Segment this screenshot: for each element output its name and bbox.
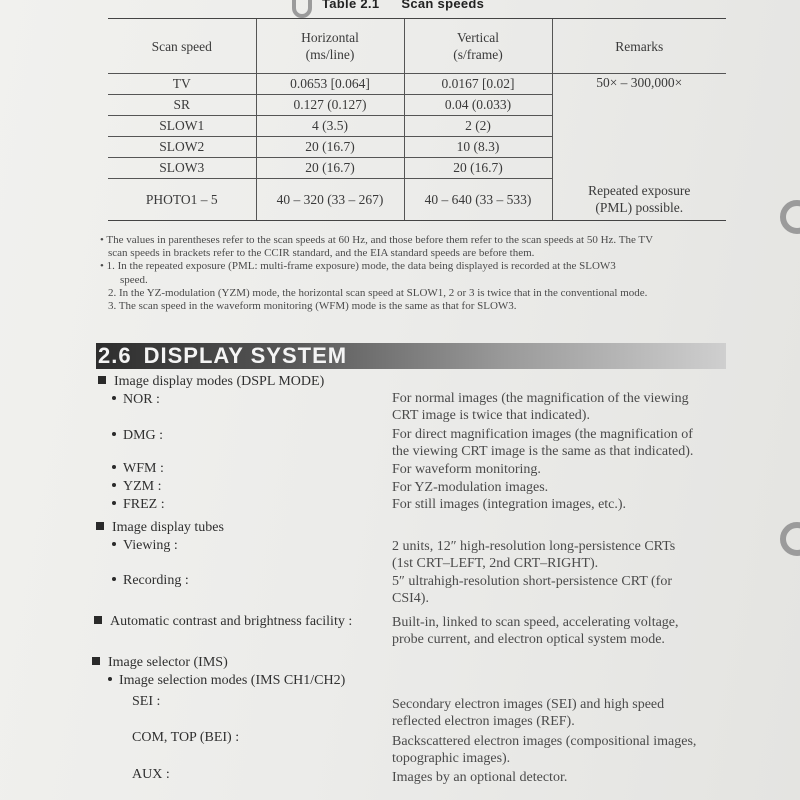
table-row: SLOW1 4 (3.5) 2 (2): [108, 116, 726, 137]
scan-speeds-table: [108, 18, 726, 221]
mode-nor-desc: For normal images (the magnification of the viewing CRT image is twice that indicated).: [392, 391, 689, 423]
mode-wfm-label: WFM :: [112, 461, 164, 477]
tube-viewing-desc: 2 units, 12″ high-resolution long-persistence CRTs (1st CRT–LEFT, 2nd CRT–RIGHT).: [392, 539, 676, 571]
note-line: speed.: [120, 273, 148, 286]
selector-sei-label: SEI :: [132, 694, 161, 709]
bullet-icon: [112, 542, 116, 546]
header-scan-speed: Scan speed: [108, 19, 256, 74]
table-row: SLOW2 20 (16.7) 10 (8.3): [108, 137, 726, 158]
paper-clip-icon: [292, 0, 312, 18]
binder-ring-icon: [780, 522, 800, 556]
table-row: PHOTO1 – 5 40 – 320 (33 – 267) 40 – 640 (33 – 533) Repeated exposure (PML) possible.: [108, 179, 726, 221]
square-bullet-icon: [94, 616, 102, 624]
bullet-icon: [112, 432, 116, 436]
magnification-remark: 50× – 300,000×: [552, 74, 726, 179]
selector-com-top-label: COM, TOP (BEI) :: [132, 730, 240, 745]
mode-nor-label: NOR :: [112, 392, 160, 408]
header-horizontal: Horizontal (ms/line): [256, 19, 404, 74]
binder-ring-icon: [780, 200, 800, 234]
selector-aux-label: AUX :: [132, 767, 170, 782]
table-caption: [322, 0, 506, 11]
selector-aux-desc: Images by an optional detector.: [392, 770, 568, 785]
table-row: TV 0.0653 [0.064] 0.0167 [0.02] 50× – 300,000×: [108, 74, 726, 95]
note-line: • The values in parentheses refer to the scan speeds at 60 Hz, and those before them refer to the scan speeds at 50 Hz. The TV: [100, 234, 654, 246]
display-tubes-heading: Image display tubes: [96, 520, 224, 536]
table-notes: [100, 234, 730, 313]
bullet-icon: [112, 577, 116, 581]
mode-yzm-label: YZM :: [112, 479, 162, 495]
mode-dmg-desc: For direct magnification images (the magnification of the viewing CRT image is the same as that indicated).: [392, 427, 694, 459]
section-number: 2.6: [98, 343, 132, 368]
bullet-icon: [112, 483, 116, 487]
mode-frez-label: FREZ :: [112, 497, 165, 513]
header-remarks: Remarks: [552, 19, 726, 74]
note-line: 2. In the YZ-modulation (YZM) mode, the horizontal scan speed at SLOW1, 2 or 3 is twice that in the conventional mode.: [108, 286, 648, 299]
mode-dmg-label: DMG :: [112, 428, 163, 444]
bullet-icon: [112, 396, 116, 400]
selector-com-top-desc: Backscattered electron images (compositional images, topographic images).: [392, 734, 697, 766]
contrast-heading: Automatic contrast and brightness facility :: [94, 614, 352, 630]
contrast-desc: Built-in, linked to scan speed, accelerating voltage, probe current, and electron optical system mode.: [392, 615, 679, 647]
mode-yzm-desc: For YZ-modulation images.: [392, 480, 549, 495]
display-modes-heading: Image display modes (DSPL MODE): [98, 374, 324, 390]
repeated-exposure-remark: Repeated exposure (PML) possible.: [552, 179, 726, 221]
bullet-icon: [112, 501, 116, 505]
square-bullet-icon: [96, 522, 104, 530]
selection-modes-heading: Image selection modes (IMS CH1/CH2): [108, 673, 345, 689]
table-row: SLOW3 20 (16.7) 20 (16.7): [108, 158, 726, 179]
bullet-icon: [112, 465, 116, 469]
section-title: DISPLAY SYSTEM: [143, 343, 348, 368]
section-heading: [96, 343, 726, 369]
note-line: 3. The scan speed in the waveform monitoring (WFM) mode is the same as that for SLOW3.: [108, 300, 517, 313]
mode-wfm-desc: For waveform monitoring.: [392, 462, 541, 477]
mode-frez-desc: For still images (integration images, etc.).: [392, 497, 627, 512]
note-line: scan speeds in brackets refer to the CCIR standard, and the EIA standard speeds are before them.: [108, 247, 535, 260]
header-vertical: Vertical (s/frame): [404, 19, 552, 74]
table-title: Scan speeds: [401, 0, 485, 11]
selector-sei-desc: Secondary electron images (SEI) and high speed reflected electron images (REF).: [392, 697, 665, 729]
table-row: SR 0.127 (0.127) 0.04 (0.033): [108, 95, 726, 116]
note-line: • 1. In the repeated exposure (PML: multi-frame exposure) mode, the data being displayed is recorded at the SLOW3: [100, 260, 616, 273]
tube-recording-desc: 5″ ultrahigh-resolution short-persistence CRT (for CSI4).: [392, 574, 673, 606]
selector-heading: Image selector (IMS): [92, 655, 228, 671]
tube-recording-label: Recording :: [112, 573, 189, 589]
tube-viewing-label: Viewing :: [112, 538, 178, 554]
square-bullet-icon: [92, 657, 100, 665]
table-number: Table 2.1: [322, 0, 380, 11]
bullet-icon: [108, 677, 112, 681]
square-bullet-icon: [98, 376, 106, 384]
